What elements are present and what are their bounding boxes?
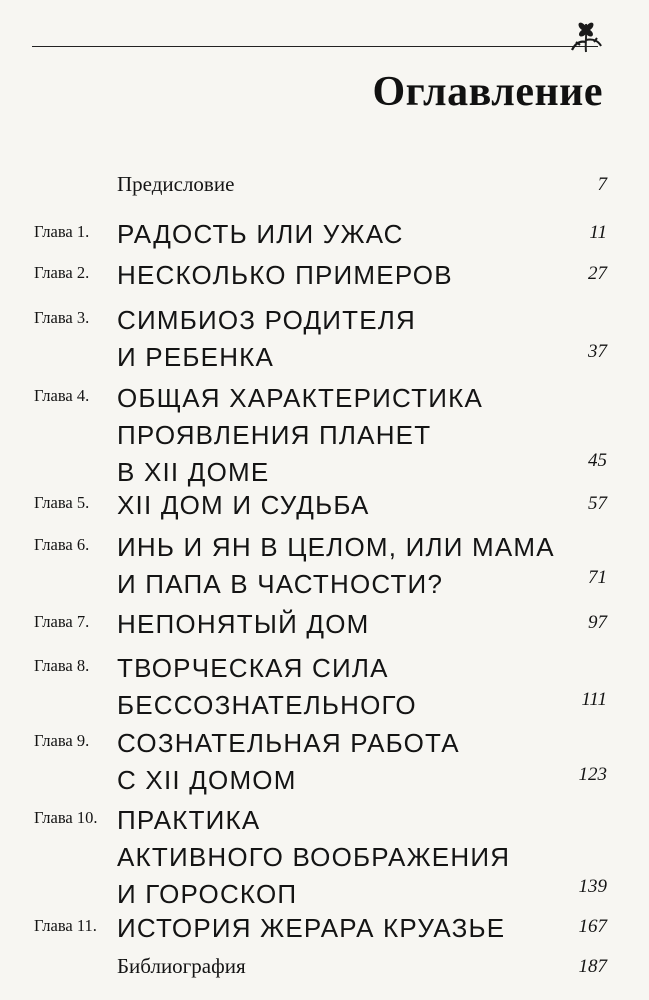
chapter-page: 139 xyxy=(578,876,607,897)
chapter-label: Глава 8. xyxy=(34,656,90,675)
chapter-page: 111 xyxy=(581,689,607,710)
chapter-label: Глава 4. xyxy=(34,386,90,405)
chapter-page: 57 xyxy=(588,493,607,514)
chapter-label: Глава 1. xyxy=(34,222,90,241)
chapter-title: ИНЬ И ЯН В ЦЕЛОМ, ИЛИ МАМА И ПАПА В ЧАСТНОСТИ? xyxy=(117,532,555,599)
chapter-title: ОБЩАЯ ХАРАКТЕРИСТИКА ПРОЯВЛЕНИЯ ПЛАНЕТ В XII ДОМЕ xyxy=(117,383,483,487)
chapter-title: СОЗНАТЕЛЬНАЯ РАБОТА С XII ДОМОМ xyxy=(117,728,460,795)
chapter-title: ТВОРЧЕСКАЯ СИЛА БЕССОЗНАТЕЛЬНОГО xyxy=(117,653,417,720)
chapter-label: Глава 7. xyxy=(34,612,90,631)
chapter-page: 97 xyxy=(588,612,607,633)
chapter-page: 37 xyxy=(588,341,607,362)
chapter-page: 167 xyxy=(578,916,607,937)
chapter-title: НЕСКОЛЬКО ПРИМЕРОВ xyxy=(117,260,453,290)
chapter-label: Глава 3. xyxy=(34,308,90,327)
chapter-title: РАДОСТЬ ИЛИ УЖАС xyxy=(117,219,404,249)
chapter-page: 11 xyxy=(589,222,607,243)
chapter-label: Глава 2. xyxy=(34,263,90,282)
preface-title: Предисловие xyxy=(117,172,235,196)
chapter-title: НЕПОНЯТЫЙ ДОМ xyxy=(117,609,370,639)
chapter-page: 71 xyxy=(588,567,607,588)
preface-page: 7 xyxy=(597,174,607,195)
chapter-title: СИМБИОЗ РОДИТЕЛЯ И РЕБЕНКА xyxy=(117,305,417,372)
chapter-label: Глава 10. xyxy=(34,808,98,827)
chapter-title: XII ДОМ И СУДЬБА xyxy=(117,490,370,520)
chapter-label: Глава 6. xyxy=(34,535,90,554)
chapter-label: Глава 9. xyxy=(34,731,90,750)
bibliography-title: Библиография xyxy=(117,954,246,978)
page-title: Оглавление xyxy=(372,69,603,115)
chapter-title: ПРАКТИКА АКТИВНОГО ВООБРАЖЕНИЯ И ГОРОСКОП xyxy=(117,805,511,909)
chapter-page: 27 xyxy=(588,263,607,284)
chapter-label: Глава 11. xyxy=(34,916,97,935)
chapter-title: ИСТОРИЯ ЖЕРАРА КРУАЗЬЕ xyxy=(117,913,506,943)
chapter-page: 123 xyxy=(578,764,607,785)
chapter-label: Глава 5. xyxy=(34,493,90,512)
bibliography-page: 187 xyxy=(578,956,607,977)
chapter-page: 45 xyxy=(588,450,607,471)
